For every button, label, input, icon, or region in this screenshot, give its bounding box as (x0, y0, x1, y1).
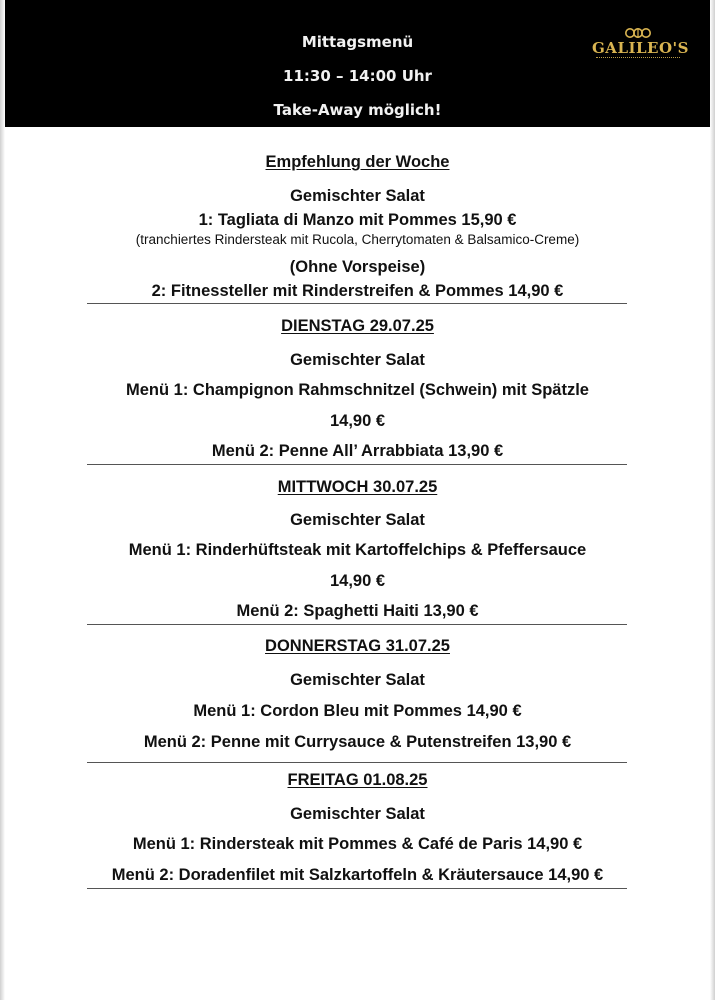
day-heading: MITTWOCH 30.07.25 (277, 478, 438, 496)
day-heading: DIENSTAG 29.07.25 (281, 317, 434, 335)
header-banner (5, 0, 710, 127)
day-heading: FREITAG 01.08.25 (287, 771, 428, 789)
restaurant-logo (592, 27, 689, 63)
section-divider (87, 624, 627, 625)
menu-title: Mittagsmenü (301, 33, 414, 51)
logo-underline (596, 57, 680, 60)
section-divider (87, 762, 627, 763)
recommendation-item-1: 1: Tagliata di Manzo mit Pommes 15,90 € (198, 211, 517, 229)
menu-1-price: 14,90 € (329, 412, 386, 430)
menu-2: Menü 2: Doradenfilet mit Salzkartoffeln & Kräutersauce 14,90 € (111, 866, 604, 884)
menu-1: Menü 1: Rinderhüftsteak mit Kartoffelchips & Pfeffersauce (128, 541, 587, 559)
recommendation-note: (Ohne Vorspeise) (289, 258, 426, 276)
logo-emblem-icon (624, 27, 652, 39)
menu-1: Menü 1: Champignon Rahmschnitzel (Schwein) mit Spätzle (126, 381, 589, 399)
menu-2: Menü 2: Spaghetti Haiti 13,90 € (236, 602, 479, 620)
menu-2: Menü 2: Penne All’ Arrabbiata 13,90 € (211, 442, 504, 460)
menu-1: Menü 1: Cordon Bleu mit Pommes 14,90 € (193, 702, 522, 720)
opening-hours: 11:30 – 14:00 Uhr (283, 67, 432, 85)
menu-1-price: 14,90 € (329, 572, 386, 590)
menu-1: Menü 1: Rindersteak mit Pommes & Café de Paris 14,90 € (132, 835, 583, 853)
takeaway-note: Take-Away möglich! (273, 101, 442, 119)
salad-line: Gemischter Salat (290, 187, 425, 205)
recommendation-item-2: 2: Fitnessteller mit Rinderstreifen & Pommes 14,90 € (151, 282, 564, 300)
salad-line: Gemischter Salat (290, 805, 425, 823)
menu-2: Menü 2: Penne mit Currysauce & Putenstreifen 13,90 € (143, 733, 572, 751)
logo-text: GALILEO'S (592, 39, 689, 57)
section-heading-recommendation: Empfehlung der Woche (265, 153, 450, 171)
day-heading: DONNERSTAG 31.07.25 (265, 637, 450, 655)
salad-line: Gemischter Salat (290, 351, 425, 369)
recommendation-item-1-description: (tranchiertes Rindersteak mit Rucola, Cherrytomaten & Balsamico-Creme) (135, 232, 580, 247)
section-divider (87, 464, 627, 465)
salad-line: Gemischter Salat (290, 671, 425, 689)
section-divider (87, 888, 627, 889)
salad-line: Gemischter Salat (290, 511, 425, 529)
section-divider (87, 303, 627, 304)
